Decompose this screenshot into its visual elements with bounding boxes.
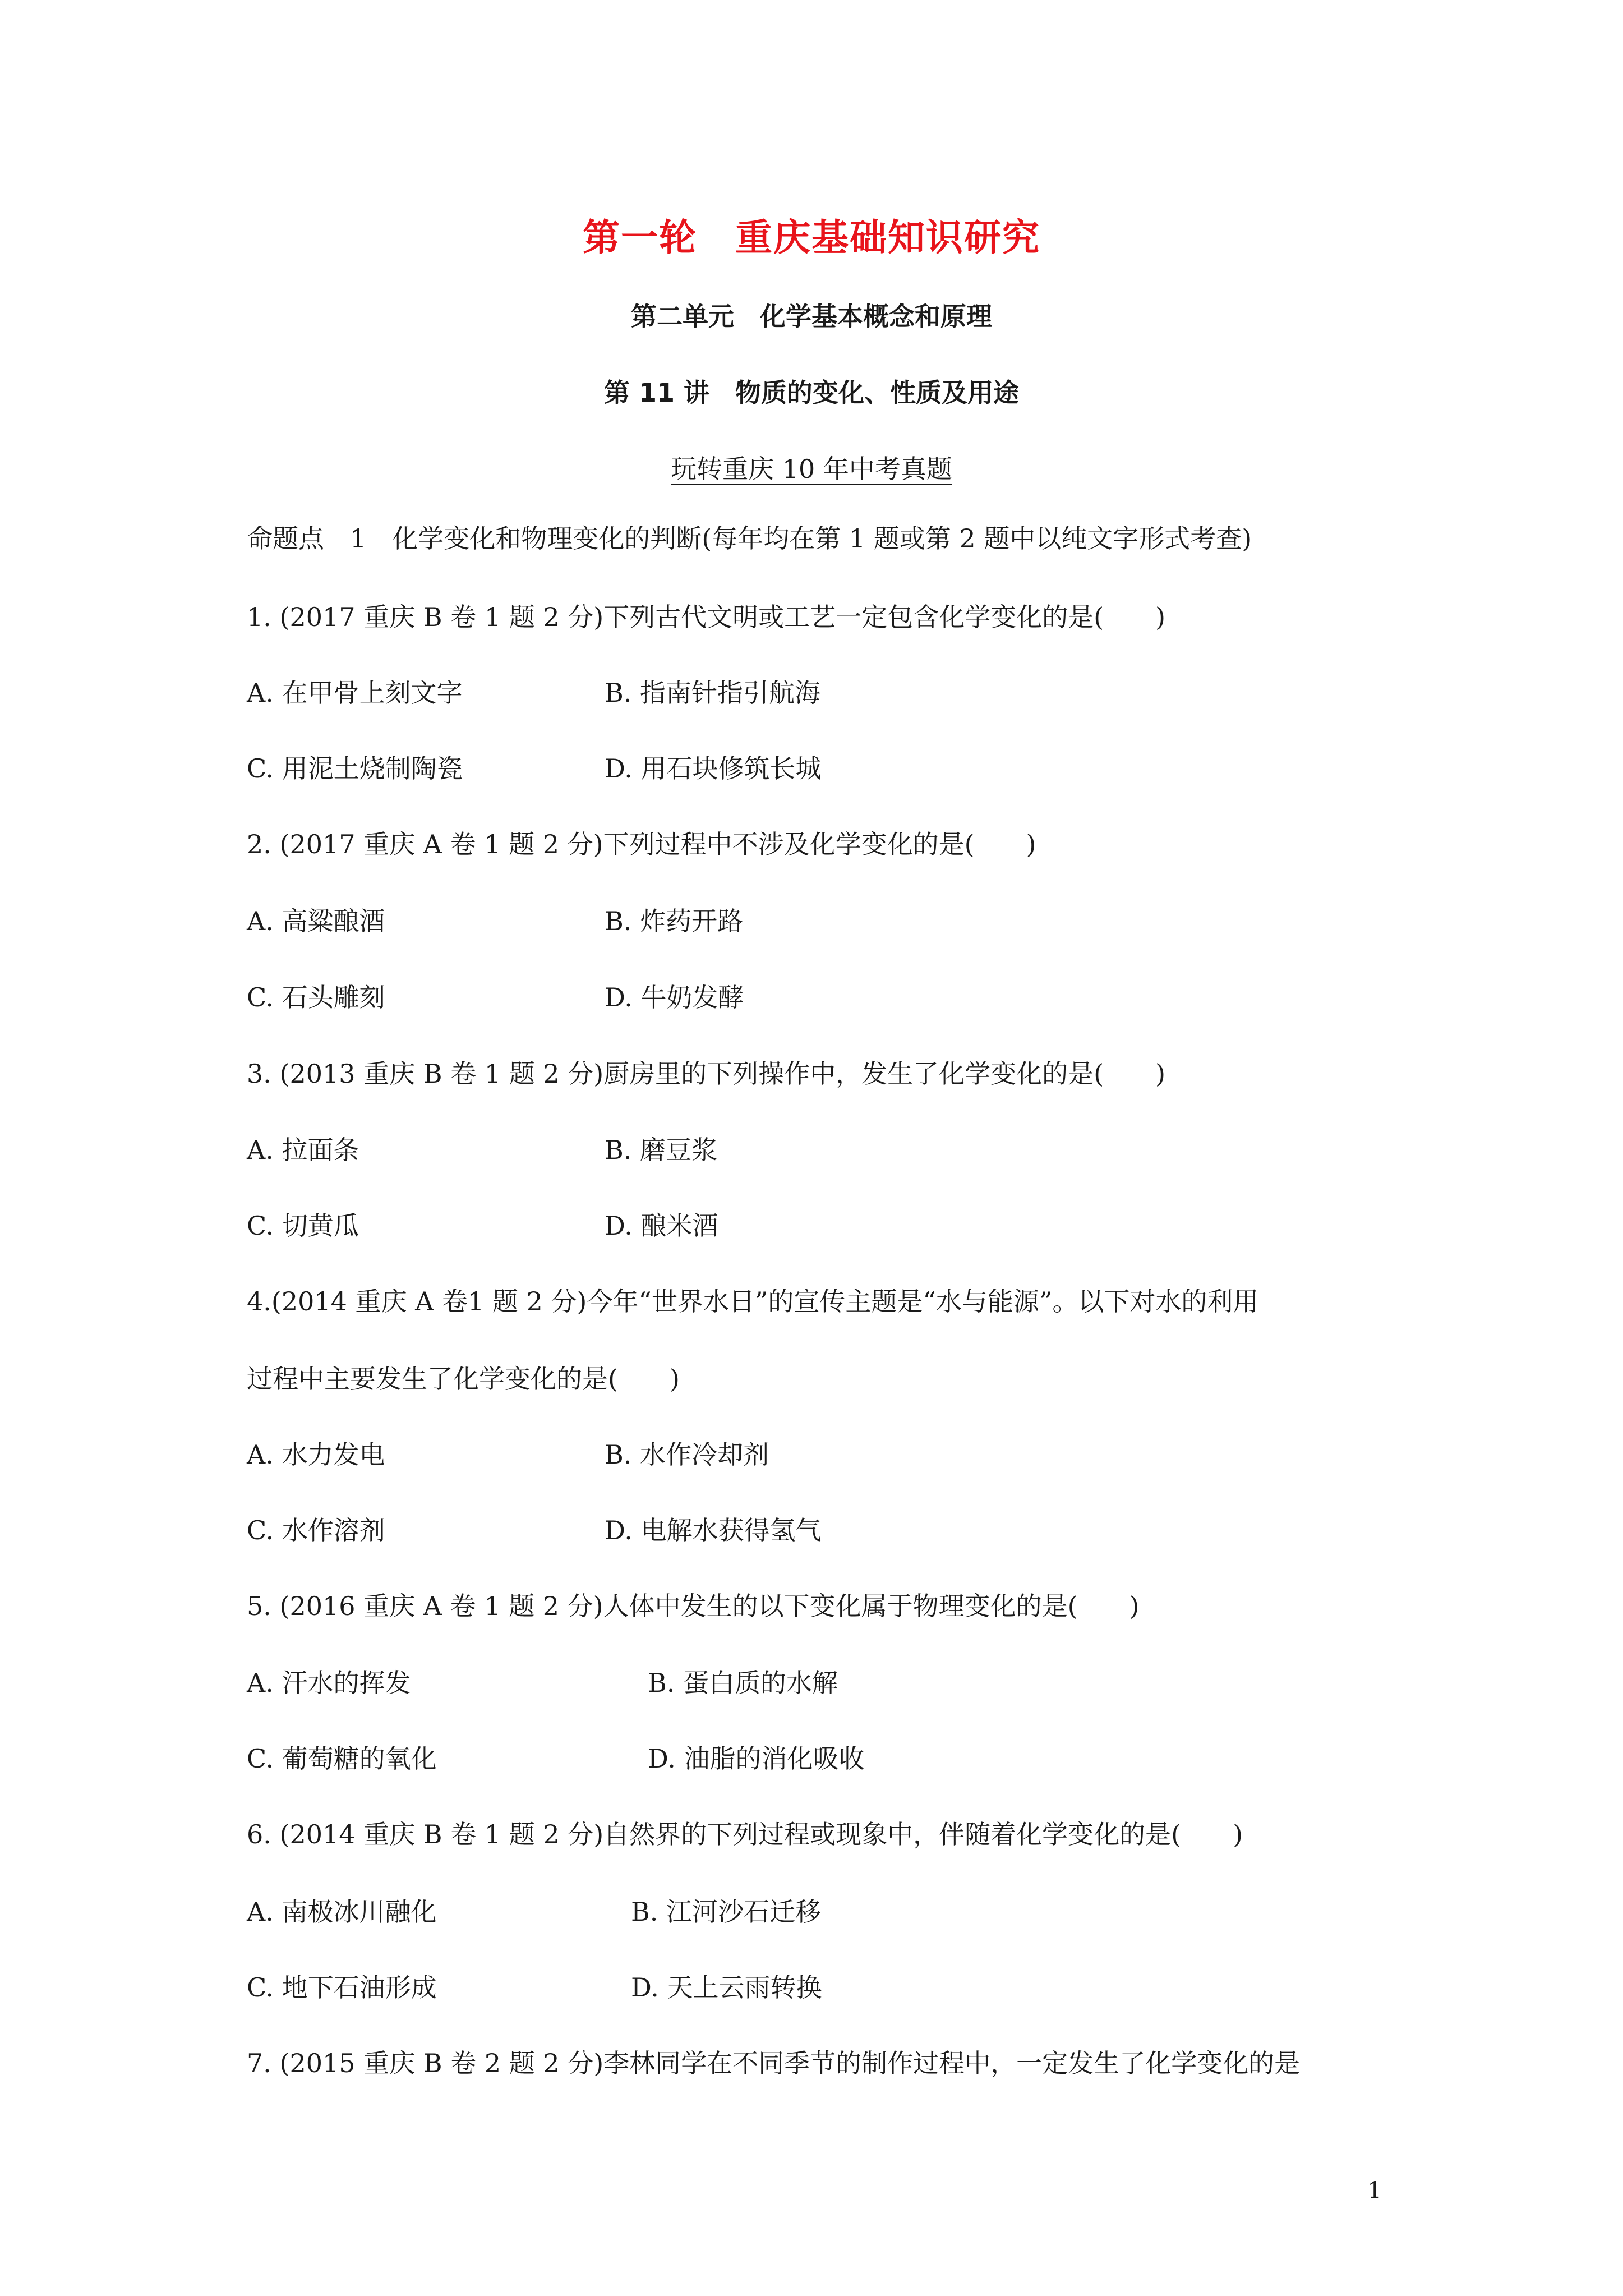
section-title-text: 玩转重庆 10 年中考真题 [671, 454, 952, 484]
question-4-stem-line1: 4.(2014 重庆 A 卷1 题 2 分)今年“世界水日”的宣传主题是“水与能源”。以下对水的利用 [247, 1286, 1259, 1317]
question-1-stem: 1. (2017 重庆 B 卷 1 题 2 分)下列古代文明或工艺一定包含化学变化的是( ) [247, 602, 1166, 632]
question-4-option-a: A. 水力发电 [247, 1439, 385, 1470]
lecture-title: 第 11 讲 物质的变化、性质及用途 [603, 378, 1020, 408]
question-7-stem: 7. (2015 重庆 B 卷 2 题 2 分)李林同学在不同季节的制作过程中，一定发生了化学变化的是 [247, 2048, 1301, 2078]
question-1-option-a: A. 在甲骨上刻文字 [247, 678, 463, 708]
question-3-option-c: C. 切黄瓜 [247, 1211, 359, 1241]
question-5-stem: 5. (2016 重庆 A 卷 1 题 2 分)人体中发生的以下变化属于物理变化的是( ) [247, 1591, 1140, 1621]
question-5-option-b: B. 蛋白质的水解 [648, 1668, 838, 1698]
question-6-stem: 6. (2014 重庆 B 卷 1 题 2 分)自然界的下列过程或现象中，伴随着化学变化的是( ) [247, 1819, 1243, 1849]
section-title [0, 449, 1623, 486]
question-2-option-d: D. 牛奶发酵 [605, 982, 744, 1013]
question-1-option-d: D. 用石块修筑长城 [605, 753, 822, 784]
question-6-option-b: B. 江河沙石迁移 [631, 1897, 822, 1927]
question-6-option-a: A. 南极冰川融化 [247, 1897, 437, 1927]
question-6-option-d: D. 天上云雨转换 [631, 1972, 822, 2003]
topic-heading: 命题点 1 化学变化和物理变化的判断(每年均在第 1 题或第 2 题中以纯文字形式考查) [247, 523, 1252, 554]
question-4-option-d: D. 电解水获得氢气 [605, 1515, 822, 1545]
question-2-option-c: C. 石头雕刻 [247, 982, 385, 1013]
question-3-option-d: D. 酿米酒 [605, 1211, 718, 1241]
question-2-option-a: A. 高粱酿酒 [247, 906, 385, 936]
question-3-stem: 3. (2013 重庆 B 卷 1 题 2 分)厨房里的下列操作中，发生了化学变化的是( ) [247, 1059, 1166, 1089]
question-4-stem-line2: 过程中主要发生了化学变化的是( ) [247, 1364, 680, 1394]
question-1-option-c: C. 用泥土烧制陶瓷 [247, 753, 463, 784]
question-3-option-a: A. 拉面条 [247, 1135, 359, 1165]
round-title: 第一轮 重庆基础知识研究 [583, 216, 1040, 259]
question-4-option-b: B. 水作冷却剂 [605, 1439, 769, 1470]
question-5-option-d: D. 油脂的消化吸收 [648, 1743, 865, 1774]
question-1-option-b: B. 指南针指引航海 [605, 678, 821, 708]
question-5-option-c: C. 葡萄糖的氧化 [247, 1743, 437, 1774]
question-6-option-c: C. 地下石油形成 [247, 1972, 437, 2003]
question-5-option-a: A. 汗水的挥发 [247, 1668, 411, 1698]
question-4-option-c: C. 水作溶剂 [247, 1515, 385, 1545]
question-2-option-b: B. 炸药开路 [605, 906, 744, 936]
page-number: 1 [1367, 2178, 1382, 2203]
question-2-stem: 2. (2017 重庆 A 卷 1 题 2 分)下列过程中不涉及化学变化的是( ) [247, 829, 1036, 859]
unit-title: 第二单元 化学基本概念和原理 [631, 301, 992, 332]
question-3-option-b: B. 磨豆浆 [605, 1135, 718, 1165]
